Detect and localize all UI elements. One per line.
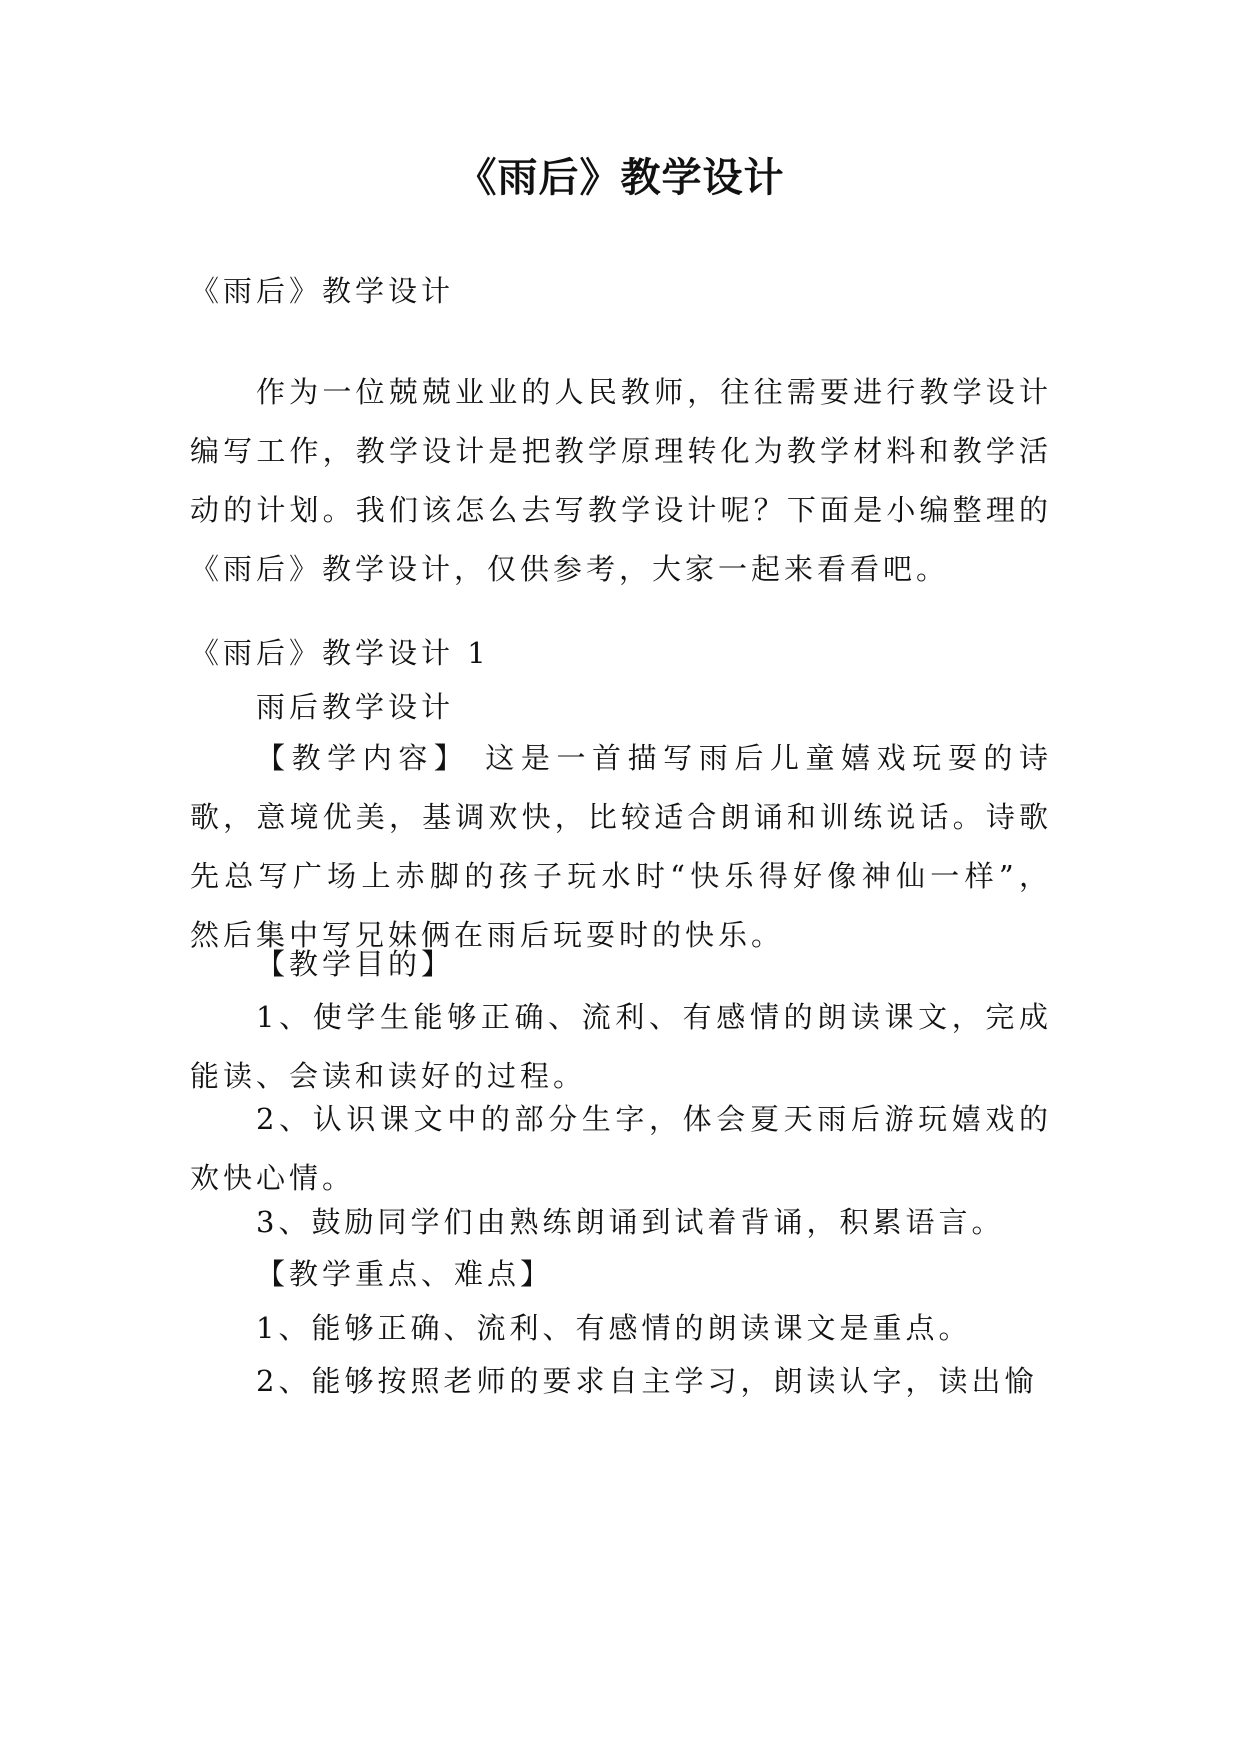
section-heading: 《雨后》教学设计 1 bbox=[190, 636, 490, 670]
objective-item-1: 1、使学生能够正确、流利、有感情的朗读课文，完成能读、会读和读好的过程。 bbox=[190, 1000, 1052, 1093]
section-subheading: 雨后教学设计 bbox=[256, 690, 455, 724]
intro-paragraph: 作为一位兢兢业业的人民教师，往往需要进行教学设计编写工作，教学设计是把教学原理转化为教学材料和教学活动的计划。我们该怎么去写教学设计呢？下面是小编整理的《雨后》教学设计，仅供参考，大家一起来看看吧。 bbox=[190, 375, 1052, 586]
key-point-item-1: 1、能够正确、流利、有感情的朗读课文是重点。 bbox=[256, 1311, 972, 1345]
objective-item-2: 2、认识课文中的部分生字，体会夏天雨后游玩嬉戏的欢快心情。 bbox=[190, 1102, 1052, 1195]
key-points-heading: 【教学重点、难点】 bbox=[256, 1257, 554, 1291]
key-point-item-2: 2、能够按照老师的要求自主学习，朗读认字，读出愉 bbox=[256, 1364, 1038, 1398]
objectives-heading: 【教学目的】 bbox=[256, 947, 455, 981]
content-paragraph: 【教学内容】 这是一首描写雨后儿童嬉戏玩耍的诗歌，意境优美，基调欢快，比较适合朗诵和训练说话。诗歌先总写广场上赤脚的孩子玩水时“快乐得好像神仙一样”，然后集中写兄妹俩在雨后玩耍时的快乐。 bbox=[190, 741, 1052, 952]
document-subtitle: 《雨后》教学设计 bbox=[190, 274, 455, 308]
document-title: 《雨后》教学设计 bbox=[456, 155, 785, 201]
objective-item-3: 3、鼓励同学们由熟练朗诵到试着背诵，积累语言。 bbox=[256, 1205, 1005, 1239]
